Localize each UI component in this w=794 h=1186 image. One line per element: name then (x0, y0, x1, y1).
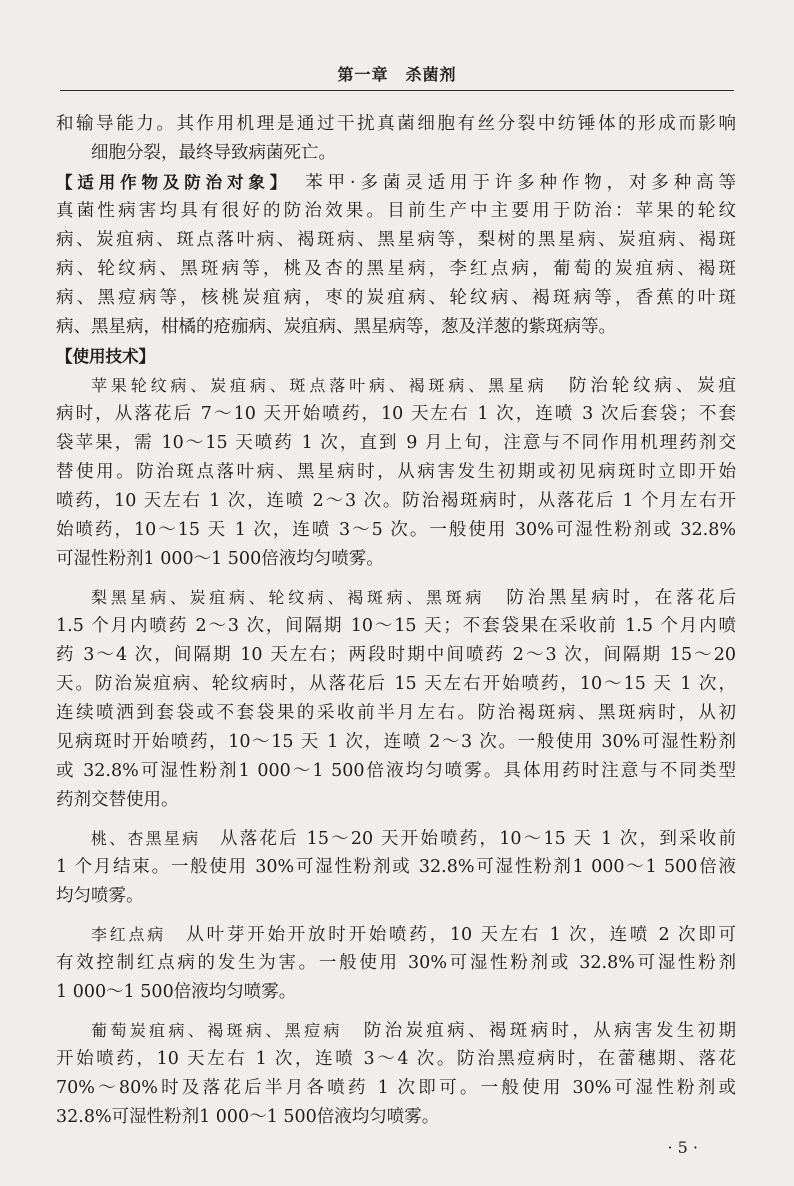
text-line: 和输导能力。其作用机理是通过干扰真菌细胞有丝分裂中纺锤体的形成而影响 (56, 114, 736, 134)
crop-heading-plum: 李红点病 (91, 925, 167, 944)
text-line (56, 342, 736, 371)
text-line: 见病斑时开始喷药，10～15 天 1 次，连喷 2～3 次。一般使用 30%可湿性粉剂 (56, 732, 736, 752)
text-line: 70%～80%时及落花后半月各喷药 1 次即可。一般使用 30%可湿性粉剂或 (56, 1078, 736, 1098)
text-run: 苯甲·多菌灵适用于许多种作物，对多种高等 (282, 173, 736, 193)
text-run: 防治轮纹病、炭疽 (547, 376, 736, 396)
text-run: 防治黑星病时，在落花后 (485, 588, 736, 608)
text-line: 天。防治炭疽病、轮纹病时，从落花后 15 天左右开始喷药，10～15 天 1 次， (56, 674, 736, 694)
text-run: 从叶芽开始开放时开始喷药，10 天左右 1 次，连喷 2 次即可 (166, 925, 736, 945)
section-heading-crops: 【适用作物及防治对象】 (56, 173, 283, 192)
text-line: 替使用。防治斑点落叶病、黑星病时，从病害发生初期或初见病斑时立即开始 (56, 462, 736, 482)
text-line: 1.5 个月内喷药 2～3 次，间隔期 10～15 天；不套袋果在采收前 1.5 个月内喷 (56, 616, 736, 636)
paragraph-gap (56, 815, 736, 824)
text-line: 可湿性粉剂1 000～1 500倍液均匀喷雾。 (56, 549, 384, 569)
text-line: 袋苹果，需 10～15 天喷药 1 次，直到 9 月上旬，注意与不同作用机理药剂交 (56, 433, 736, 453)
paragraph-pear (56, 583, 736, 815)
page-number: · 5 · (667, 1138, 698, 1157)
text-line: 药剂交替使用。 (56, 790, 179, 810)
text-line: 细胞分裂，最终导致病菌死亡。 (91, 143, 336, 163)
text-line (56, 583, 736, 612)
text-line: 病、黑痘病等，核桃炭疽病，枣的炭疽病、轮纹病、褐斑病等，香蕉的叶斑 (56, 288, 736, 308)
page-body (56, 110, 736, 1132)
paragraph-mechanism (56, 110, 736, 168)
text-run: 从落花后 15～20 天开始喷药，10～15 天 1 次，到采收前 (200, 829, 736, 849)
text-run: 防治炭疽病、褐斑病时，从病害发生初期 (342, 1021, 736, 1041)
text-line: 有效控制红点病的发生为害。一般使用 30%可湿性粉剂或 32.8%可湿性粉剂 (56, 953, 736, 973)
paragraph-gap (56, 1007, 736, 1016)
paragraph-peach (56, 824, 736, 911)
text-line: 1 000～1 500倍液均匀喷雾。 (56, 982, 297, 1002)
paragraph-crops (56, 168, 736, 342)
text-line: 1 个月结束。一般使用 30%可湿性粉剂或 32.8%可湿性粉剂1 000～1 500倍液 (56, 857, 736, 877)
paragraph-gap (56, 911, 736, 920)
text-line: 始喷药，10～15 天 1 次，连喷 3～5 次。一般使用 30%可湿性粉剂或 32.8% (56, 520, 736, 540)
paragraph-plum (56, 920, 736, 1007)
text-line: 连续喷洒到套袋或不套袋果的采收前半月左右。防治褐斑病、黑斑病时，从初 (56, 703, 736, 723)
text-line (56, 1016, 736, 1045)
running-header: 第一章 杀菌剂 (337, 65, 457, 84)
text-line: 药 3～4 次，间隔期 10 天左右；两段时期中间喷药 2～3 次，间隔期 15～20 (56, 645, 736, 665)
crop-heading-pear: 梨黑星病、炭疽病、轮纹病、褐斑病、黑斑病 (91, 588, 486, 607)
text-line (56, 371, 736, 400)
text-line: 真菌性病害均具有很好的防治效果。目前生产中主要用于防治：苹果的轮纹 (56, 201, 736, 221)
text-line (56, 920, 736, 949)
text-line: 病、黑星病，柑橘的疮痂病、炭疽病、黑星病等，葱及洋葱的紫斑病等。 (56, 317, 616, 337)
text-line: 开始喷药，10 天左右 1 次，连喷 3～4 次。防治黑痘病时，在蕾穗期、落花 (56, 1049, 736, 1069)
text-line: 均匀喷雾。 (56, 886, 144, 906)
section-heading-tech: 【使用技术】 (56, 347, 155, 366)
crop-heading-apple: 苹果轮纹病、炭疽病、斑点落叶病、褐斑病、黑星病 (91, 376, 548, 395)
text-line: 喷药，10 天左右 1 次，连喷 2～3 次。防治褐斑病时，从落花后 1 个月左右开 (56, 491, 736, 511)
paragraph-apple (56, 371, 736, 574)
header-rule (60, 90, 734, 91)
crop-heading-grape: 葡萄炭疽病、褐斑病、黑痘病 (91, 1021, 343, 1040)
text-line: 病、轮纹病、黑斑病等，桃及杏的黑星病，李红点病，葡萄的炭疽病、褐斑 (56, 259, 736, 279)
crop-heading-peach: 桃、杏黑星病 (91, 829, 201, 848)
paragraph-grape (56, 1016, 736, 1132)
paragraph-gap (56, 574, 736, 583)
text-line: 32.8%可湿性粉剂1 000～1 500倍液均匀喷雾。 (56, 1107, 440, 1127)
text-line (56, 824, 736, 853)
text-line: 病时，从落花后 7～10 天开始喷药，10 天左右 1 次，连喷 3 次后套袋；不套 (56, 404, 736, 424)
text-line: 或 32.8%可湿性粉剂1 000～1 500倍液均匀喷雾。具体用药时注意与不同类型 (56, 761, 736, 781)
text-line (56, 168, 736, 197)
text-line: 病、炭疽病、斑点落叶病、褐斑病、黑星病等，梨树的黑星病、炭疽病、褐斑 (56, 230, 736, 250)
